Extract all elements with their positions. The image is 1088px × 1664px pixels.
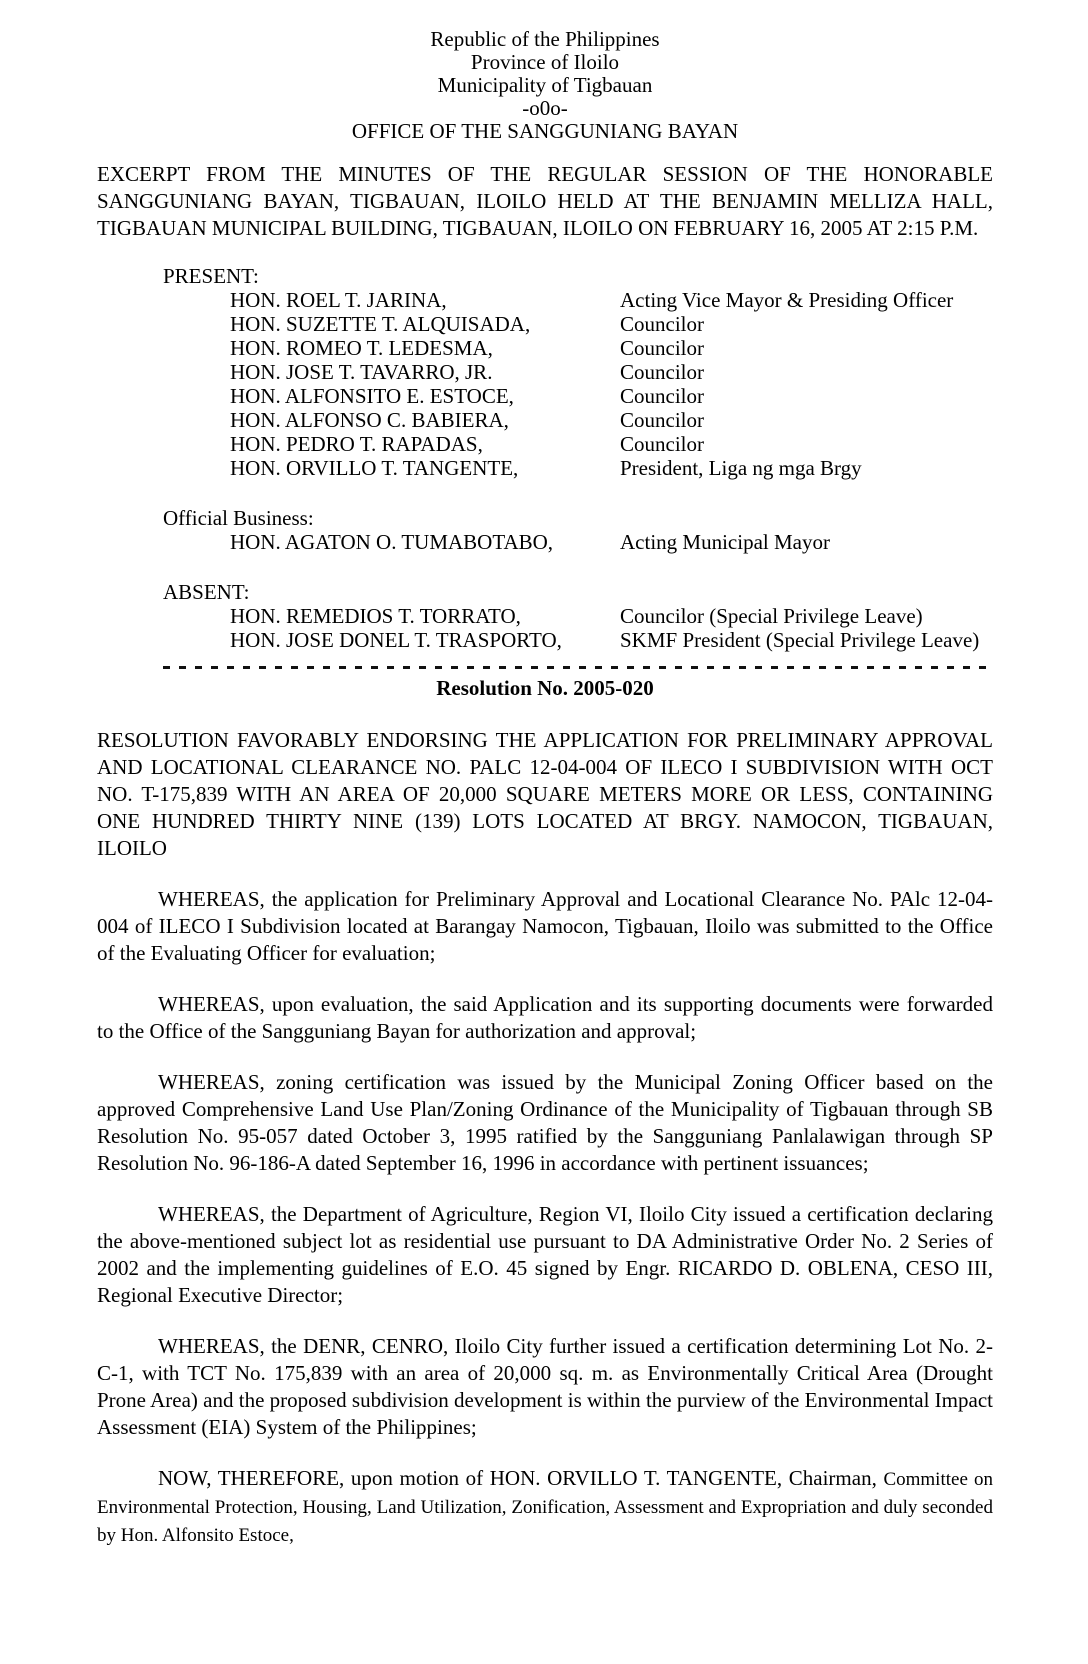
attendee-position: Councilor (Special Privilege Leave) xyxy=(620,604,923,628)
attendee-position: Councilor xyxy=(620,432,704,456)
attendee-row xyxy=(97,408,993,432)
spacer xyxy=(97,480,993,506)
therefore-paragraph xyxy=(97,1465,993,1549)
document-letterhead xyxy=(97,28,993,143)
attendee-row xyxy=(97,628,993,652)
therefore-lead-text: NOW, THEREFORE, upon motion of HON. ORVILLO T. TANGENTE, Chairman, xyxy=(158,1466,884,1490)
present-label: PRESENT: xyxy=(163,264,259,288)
resolution-number: Resolution No. 2005-020 xyxy=(436,676,654,700)
whereas-paragraph-3: WHEREAS, zoning certification was issued by the Municipal Zoning Officer based on the approved Comprehensive Land Use Plan/Zoning Ordinance of the Municipality of Tigbauan through SB Resolution No. 95-057 dated October 3, 1995 ratified by the Sangguniang Panlalawigan through SP Resolution No. 96-186-A dated September 16, 1996 in accordance with pertinent issuances; xyxy=(97,1070,993,1175)
attendee-row xyxy=(97,604,993,628)
attendee-row xyxy=(97,384,993,408)
attendee-position: Councilor xyxy=(620,384,704,408)
therefore-committee-text: Committee on Environmental Protection, Housing, Land Utilization, Zonification, Assessment and Expropriation and duly seconded by Hon. Alfonsito Estoce, xyxy=(97,1469,993,1546)
attendee-name: HON. REMEDIOS T. TORRATO, xyxy=(230,604,521,628)
attendee-position: Councilor xyxy=(620,408,704,432)
whereas-paragraph-2: WHEREAS, upon evaluation, the said Application and its supporting documents were forwarded to the Office of the Sangguniang Bayan for authorization and approval; xyxy=(97,992,993,1043)
letterhead-municipality: Municipality of Tigbauan xyxy=(437,73,653,97)
letterhead-office: OFFICE OF THE SANGGUNIANG BAYAN xyxy=(351,119,739,143)
official-business-section xyxy=(97,506,993,554)
dashed-separator xyxy=(163,666,995,669)
absent-label: ABSENT: xyxy=(163,580,250,604)
attendee-name: HON. JOSE T. TAVARRO, JR. xyxy=(230,360,493,384)
attendee-position: Acting Vice Mayor & Presiding Officer xyxy=(620,288,954,312)
attendee-row xyxy=(97,336,993,360)
attendee-name: HON. AGATON O. TUMABOTABO, xyxy=(230,530,554,554)
present-section xyxy=(97,264,993,480)
attendee-row xyxy=(97,530,993,554)
attendee-name: HON. JOSE DONEL T. TRASPORTO, xyxy=(230,628,562,652)
spacer xyxy=(97,242,993,264)
whereas-paragraph-4: WHEREAS, the Department of Agriculture, Region VI, Iloilo City issued a certification declaring the above-mentioned subject lot as residential use pursuant to DA Administrative Order No. 2 Series of 2002 and the implementing guidelines of E.O. 45 signed by Engr. RICARDO D. OBLENA, CESO III, Regional Executive Director; xyxy=(97,1202,993,1307)
letterhead-province: Province of Iloilo xyxy=(470,50,620,74)
attendee-row xyxy=(97,288,993,312)
attendee-name: HON. PEDRO T. RAPADAS, xyxy=(230,432,483,456)
spacer xyxy=(97,554,993,580)
absent-section xyxy=(97,580,993,652)
official-business-label: Official Business: xyxy=(163,506,314,530)
whereas-paragraph-1: WHEREAS, the application for Preliminary Approval and Locational Clearance No. PAlc 12-04-004 of ILECO I Subdivision located at Barangay Namocon, Tigbauan, Iloilo was submitted to the Office of the Evaluating Officer for evaluation; xyxy=(97,887,993,965)
attendee-name: HON. ALFONSO C. BABIERA, xyxy=(230,408,509,432)
attendee-position: Councilor xyxy=(620,336,704,360)
attendee-row xyxy=(97,432,993,456)
attendee-row xyxy=(97,360,993,384)
attendee-name: HON. SUZETTE T. ALQUISADA, xyxy=(230,312,531,336)
attendee-position: SKMF President (Special Privilege Leave) xyxy=(620,628,980,652)
resolution-title: RESOLUTION FAVORABLY ENDORSING THE APPLICATION FOR PRELIMINARY APPROVAL AND LOCATIONAL CLEARANCE NO. PALC 12-04-004 OF ILECO I SUBDIVISION WITH OCT NO. T-175,839 WITH AN AREA OF 20,000 SQUARE METERS MORE OR LESS, CONTAINING ONE HUNDRED THIRTY NINE (139) LOTS LOCATED AT BRGY. NAMOCON, TIGBAUAN, ILOILO xyxy=(97,728,993,860)
attendee-row xyxy=(97,312,993,336)
attendee-row xyxy=(97,456,993,480)
whereas-paragraph-5: WHEREAS, the DENR, CENRO, Iloilo City further issued a certification determining Lot No. 2-C-1, with TCT No. 175,839 with an area of 20,000 sq. m. as Environmentally Critical Area (Drought Prone Area) and the proposed subdivision development is within the purview of the Environmental Impact Assessment (EIA) System of the Philippines; xyxy=(97,1334,993,1439)
excerpt-paragraph: EXCERPT FROM THE MINUTES OF THE REGULAR SESSION OF THE HONORABLE SANGGUNIANG BAYAN, TIGBAUAN, ILOILO HELD AT THE BENJAMIN MELLIZA HALL, TIGBAUAN MUNICIPAL BUILDING, TIGBAUAN, ILOILO ON FEBRUARY 16, 2005 AT 2:15 P.M. xyxy=(97,162,993,240)
attendee-name: HON. ORVILLO T. TANGENTE, xyxy=(230,456,519,480)
attendee-position: Councilor xyxy=(620,360,704,384)
attendee-name: HON. ROMEO T. LEDESMA, xyxy=(230,336,493,360)
attendee-position: President, Liga ng mga Brgy xyxy=(620,456,862,480)
attendee-position: Acting Municipal Mayor xyxy=(620,530,830,554)
letterhead-republic: Republic of the Philippines xyxy=(430,27,660,51)
attendee-name: HON. ALFONSITO E. ESTOCE, xyxy=(230,384,514,408)
attendee-name: HON. ROEL T. JARINA, xyxy=(230,288,447,312)
attendee-position: Councilor xyxy=(620,312,704,336)
letterhead-separator: -o0o- xyxy=(522,96,568,120)
